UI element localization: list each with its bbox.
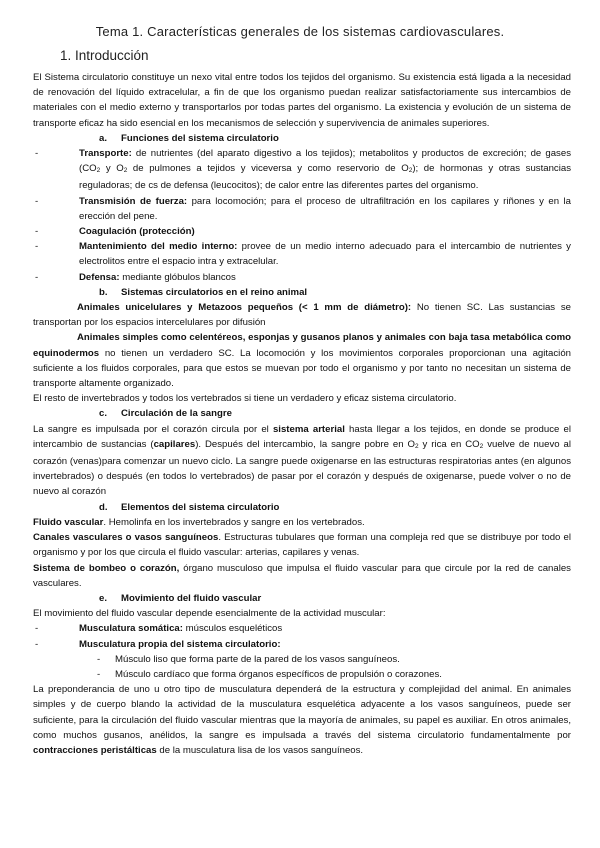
list-text: provee de un medio interno adecuado para el intercambio de nutrientes y electrolitos entre el espacio intra y extracelular.	[79, 241, 571, 268]
paragraph-text: órgano musculoso que impulsa el fluido vascular para que circule por la red de canales vasculares.	[33, 562, 571, 589]
bold-text: capilares	[153, 438, 196, 450]
term-label: Musculatura propia del sistema circulatorio:	[79, 638, 281, 650]
list-item-transporte	[33, 146, 571, 194]
list-text: de pulmones a tejidos y viceversa y como reservorio de O	[127, 163, 409, 175]
bold-text: Sistema de bombeo o corazón,	[33, 562, 180, 574]
paragraph-text: No tienen SC. Las sustancias se transportan por los espacios intercelulares por difusión	[33, 302, 571, 329]
bold-text: contracciones peristálticas	[33, 744, 157, 756]
subsection-letter: e.	[99, 592, 108, 604]
list-item-somatica	[33, 621, 571, 636]
bold-text: Animales unicelulares y Metazoos pequeños (< 1 mm de diámetro):	[77, 302, 412, 314]
funciones-list	[33, 146, 571, 285]
dash-bullet: -	[35, 226, 39, 238]
elementos-fluido	[33, 515, 571, 530]
movimiento-final-paragraph	[33, 682, 571, 758]
dash-bullet: -	[97, 653, 101, 665]
paragraph-text: . Estructuras tubulares que forman una compleja red que se distribuye por todo el organismo y por los que circula el fluido vascular: arterias, capilares y venas.	[33, 532, 571, 559]
list-text: y O	[100, 163, 124, 175]
dash-bullet: -	[35, 241, 39, 253]
movimiento-intro: El movimiento del fluido vascular depende esencialmente de la actividad muscular:	[33, 608, 386, 620]
musculatura-list	[33, 621, 571, 651]
subsection-heading-b	[99, 285, 571, 300]
subsection-letter: b.	[99, 286, 108, 298]
subsection-title: Circulación de la sangre	[121, 408, 232, 420]
list-item-defensa	[33, 270, 571, 285]
paragraph-text: no tienen un verdadero SC. La locomoción y los movimientos corporales proporcionan una agitación suficiente a los fluidos corporales, para que estos se muevan por todo el organismo y por tanto no necesitan un sistema de transporte altamente organizado.	[33, 347, 571, 390]
paragraph-text: La sangre es impulsada por el corazón circula por el	[33, 423, 273, 435]
term-label: Mantenimiento del medio interno:	[79, 241, 238, 253]
dash-bullet: -	[35, 271, 39, 283]
reino-paragraph-2	[33, 330, 571, 391]
subsection-heading-e	[99, 591, 571, 606]
subsection-title: Elementos del sistema circulatorio	[121, 501, 280, 513]
list-text: para locomoción; para el proceso de ultrafiltración en los capilares y riñones y en la erección del pene.	[79, 195, 571, 222]
elementos-bombeo	[33, 561, 571, 591]
list-text: Músculo liso que forma parte de la pared de los vasos sanguíneos.	[115, 653, 400, 665]
subsection-title: Sistemas circulatorios en el reino animal	[121, 286, 308, 298]
bold-text: Animales simples como celentéreos, esponjas y gusanos planos y animales con baja tasa metabólica como equinodermos	[33, 332, 571, 359]
term-label: Defensa:	[79, 271, 120, 283]
paragraph-text: de la musculatura lisa de los vasos sanguíneos.	[156, 744, 364, 756]
subscript: 2	[96, 167, 101, 175]
paragraph-text: La preponderancia de uno u otro tipo de musculatura dependerá de la estructura y complejidad del animal. En animales simples y de cuerpo blando la actividad de la musculatura esquelética adyacente a los vasos sanguíneos, puede ser suficiente, para la circulación del fluido vascular mientras que la mayoría de animales, su papel es auxiliar. En otros animales, como muchos gusanos, anélidos, la sangre es impulsada a través del sistema circulatorio fundamentalmente por	[33, 684, 571, 741]
sublist-item-cardiaco	[33, 667, 571, 682]
subscript: 2	[408, 167, 413, 175]
sublist-item-liso	[33, 652, 571, 667]
list-item-propia	[33, 637, 571, 652]
list-item-coagulacion	[33, 224, 571, 239]
document-title: Tema 1. Características generales de los sistemas cardiovasculares.	[95, 24, 505, 39]
subsection-heading-a	[99, 131, 571, 146]
dash-bullet: -	[97, 668, 101, 680]
list-text: mediante glóbulos blancos	[119, 271, 236, 283]
subsection-letter: a.	[99, 132, 108, 144]
term-label: Transporte:	[79, 148, 132, 160]
term-label: Coagulación (protección)	[79, 226, 195, 238]
subsection-letter: d.	[99, 501, 108, 513]
subscript: 2	[479, 442, 484, 450]
paragraph-text: vuelve de nuevo al corazón (venas)para comenzar un nuevo ciclo. La sangre puede oxigenarse en las estructuras respiratorias antes (en algunos invertebrados) o después (en todos lo vertebrados) de pasar por el corazón y después de oxigenarse, puede volver o no de nuevo al corazón	[33, 438, 572, 498]
reino-paragraph-1	[33, 300, 571, 330]
subsection-heading-d	[99, 500, 571, 515]
list-text: ); de hormonas y otras sustancias reguladoras; de cs de defensa (leucocitos); de calor entre las diferentes partes del organismo.	[79, 163, 571, 192]
dash-bullet: -	[35, 623, 39, 635]
paragraph-text: ). Después del intercambio, la sangre pobre en O	[195, 438, 415, 450]
dash-bullet: -	[35, 638, 39, 650]
list-text: músculos esqueléticos	[182, 623, 283, 635]
bold-text: Fluido vascular	[33, 516, 104, 528]
paragraph-text: y rica en CO	[418, 438, 480, 450]
dash-bullet: -	[35, 148, 39, 160]
circulacion-paragraph	[33, 422, 571, 500]
list-text: Músculo cardíaco que forma órganos específicos de propulsión o corazones.	[115, 668, 442, 680]
subscript: 2	[414, 442, 419, 450]
paragraph-text: hasta llegar a los tejidos, en donde se produce el intercambio de sustancias (	[33, 423, 571, 450]
paragraph-text: . Hemolinfa en los invertebrados y sangre en los vertebrados.	[103, 516, 365, 528]
subscript: 2	[123, 167, 128, 175]
dash-bullet: -	[35, 195, 39, 207]
subsection-title: Movimiento del fluido vascular	[121, 592, 262, 604]
document-body	[33, 70, 571, 758]
term-label: Transmisión de fuerza:	[79, 195, 188, 207]
term-label: Musculatura somática:	[79, 623, 183, 635]
bold-text: Canales vasculares o vasos sanguíneos	[33, 532, 219, 544]
musculatura-propia-sublist	[33, 652, 571, 682]
reino-paragraph-3: El resto de invertebrados y todos los vertebrados si tiene un verdadero y eficaz sistema circulatorio.	[33, 393, 457, 405]
subsection-title: Funciones del sistema circulatorio	[121, 132, 279, 144]
list-item-fuerza	[33, 194, 571, 224]
list-item-mantenimiento	[33, 239, 571, 269]
elementos-canales	[33, 530, 571, 560]
subsection-letter: c.	[99, 408, 108, 420]
subsection-heading-c	[99, 406, 571, 421]
intro-paragraph: El Sistema circulatorio constituye un nexo vital entre todos los tejidos del organismo. Su existencia está ligada a la necesidad de renovación del líquido extracelular, a fin de que los organismo puedan realizar satisfactoriamente sus intercambios de materiales con el medio externo y transportarlos por todas partes del organismo. La existencia y evolución de un sistema de transporte eficaz ha sido esencial en los mecanismos de selección y supervivencia de animales superiores.	[33, 72, 571, 129]
bold-text: sistema arterial	[272, 423, 345, 435]
section-heading-introduccion: 1. Introducción	[60, 48, 149, 63]
list-text: de nutrientes (del aparato digestivo a los tejidos); metabolitos y productos de excreción; de gases (CO	[79, 148, 571, 175]
